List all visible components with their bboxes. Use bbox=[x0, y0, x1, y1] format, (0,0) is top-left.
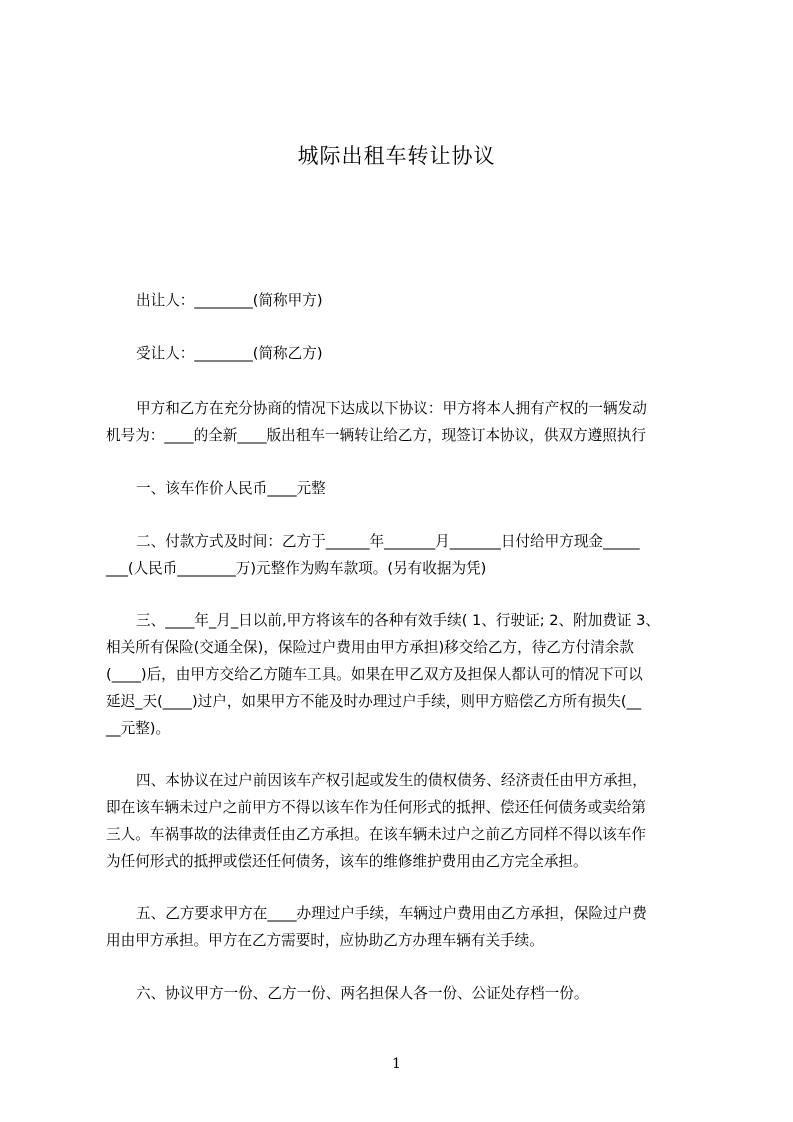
clause-1 bbox=[106, 475, 706, 502]
clause-3 bbox=[106, 607, 706, 742]
clause-5 bbox=[106, 900, 706, 954]
page-number: 1 bbox=[392, 1056, 401, 1072]
clause-2-line-1: 二、付款方式及时间：乙方于______年_______月_______日付给甲方现金_____ bbox=[136, 533, 640, 550]
transferee-line bbox=[106, 340, 706, 367]
transferee-text: 受让人：________(简称乙方) bbox=[136, 345, 323, 362]
clause-1-text: 一、该车作价人民币____元整 bbox=[136, 480, 326, 497]
intro-line-2: 机号为：____的全新____版出租车一辆转让给乙方，现签订本协议，供双方遵照执行 bbox=[106, 427, 646, 444]
clause-6-text: 六、协议甲方一份、乙方一份、两名担保人各一份、公证处存档一份。 bbox=[136, 985, 589, 1002]
intro-paragraph bbox=[106, 395, 706, 449]
clause-2 bbox=[106, 528, 706, 582]
clause-5-line-1: 五、乙方要求甲方在____办理过户手续，车辆过户费用由乙方承担，保险过户费 bbox=[136, 905, 647, 922]
clause-3-line-5: __元整)。 bbox=[106, 720, 171, 737]
clause-3-line-2: 相关所有保险(交通全保)，保险过户费用由甲方承担)移交给乙方，待乙方付清余款 bbox=[106, 639, 634, 656]
document-title: 城际出租车转让协议 bbox=[297, 144, 496, 168]
clause-3-line-1: 三、____年_月_日以前,甲方将该车的各种有效手续( 1、行驶证; 2、附加费证 3、 bbox=[136, 612, 661, 629]
transferor-text: 出让人：________(简称甲方) bbox=[136, 292, 323, 309]
clause-4-line-4: 为任何形式的抵押或偿还任何债务，该车的维修维护费用由乙方完全承担。 bbox=[106, 853, 588, 870]
clause-6 bbox=[106, 980, 706, 1007]
clause-5-line-2: 用由甲方承担。甲方在乙方需要时，应协助乙方办理车辆有关手续。 bbox=[106, 932, 544, 949]
clause-4-line-2: 即在该车辆未过户之前甲方不得以该车作为任何形式的抵押、偿还任何债务或卖给第 bbox=[106, 799, 646, 816]
clause-4-line-1: 四、本协议在过户前因该车产权引起或发生的债权债务、经济责任由甲方承担， bbox=[136, 772, 647, 789]
transferor-line bbox=[106, 287, 706, 314]
clause-3-line-4: 延迟_天(____)过户，如果甲方不能及时办理过户手续，则甲方赔偿乙方所有损失(__ bbox=[106, 693, 642, 710]
intro-line-1: 甲方和乙方在充分协商的情况下达成以下协议：甲方将本人拥有产权的一辆发动 bbox=[136, 400, 647, 417]
clause-4 bbox=[106, 767, 706, 875]
clause-3-line-3: (____)后，由甲方交给乙方随车工具。如果在甲乙双方及担保人都认可的情况下可以 bbox=[106, 666, 643, 683]
clause-4-line-3: 三人。车祸事故的法律责任由乙方承担。在该车辆未过户之前乙方同样不得以该车作 bbox=[106, 826, 646, 843]
clause-2-line-2: ___(人民币________万)元整作为购车款项。(另有收据为凭) bbox=[106, 560, 487, 577]
